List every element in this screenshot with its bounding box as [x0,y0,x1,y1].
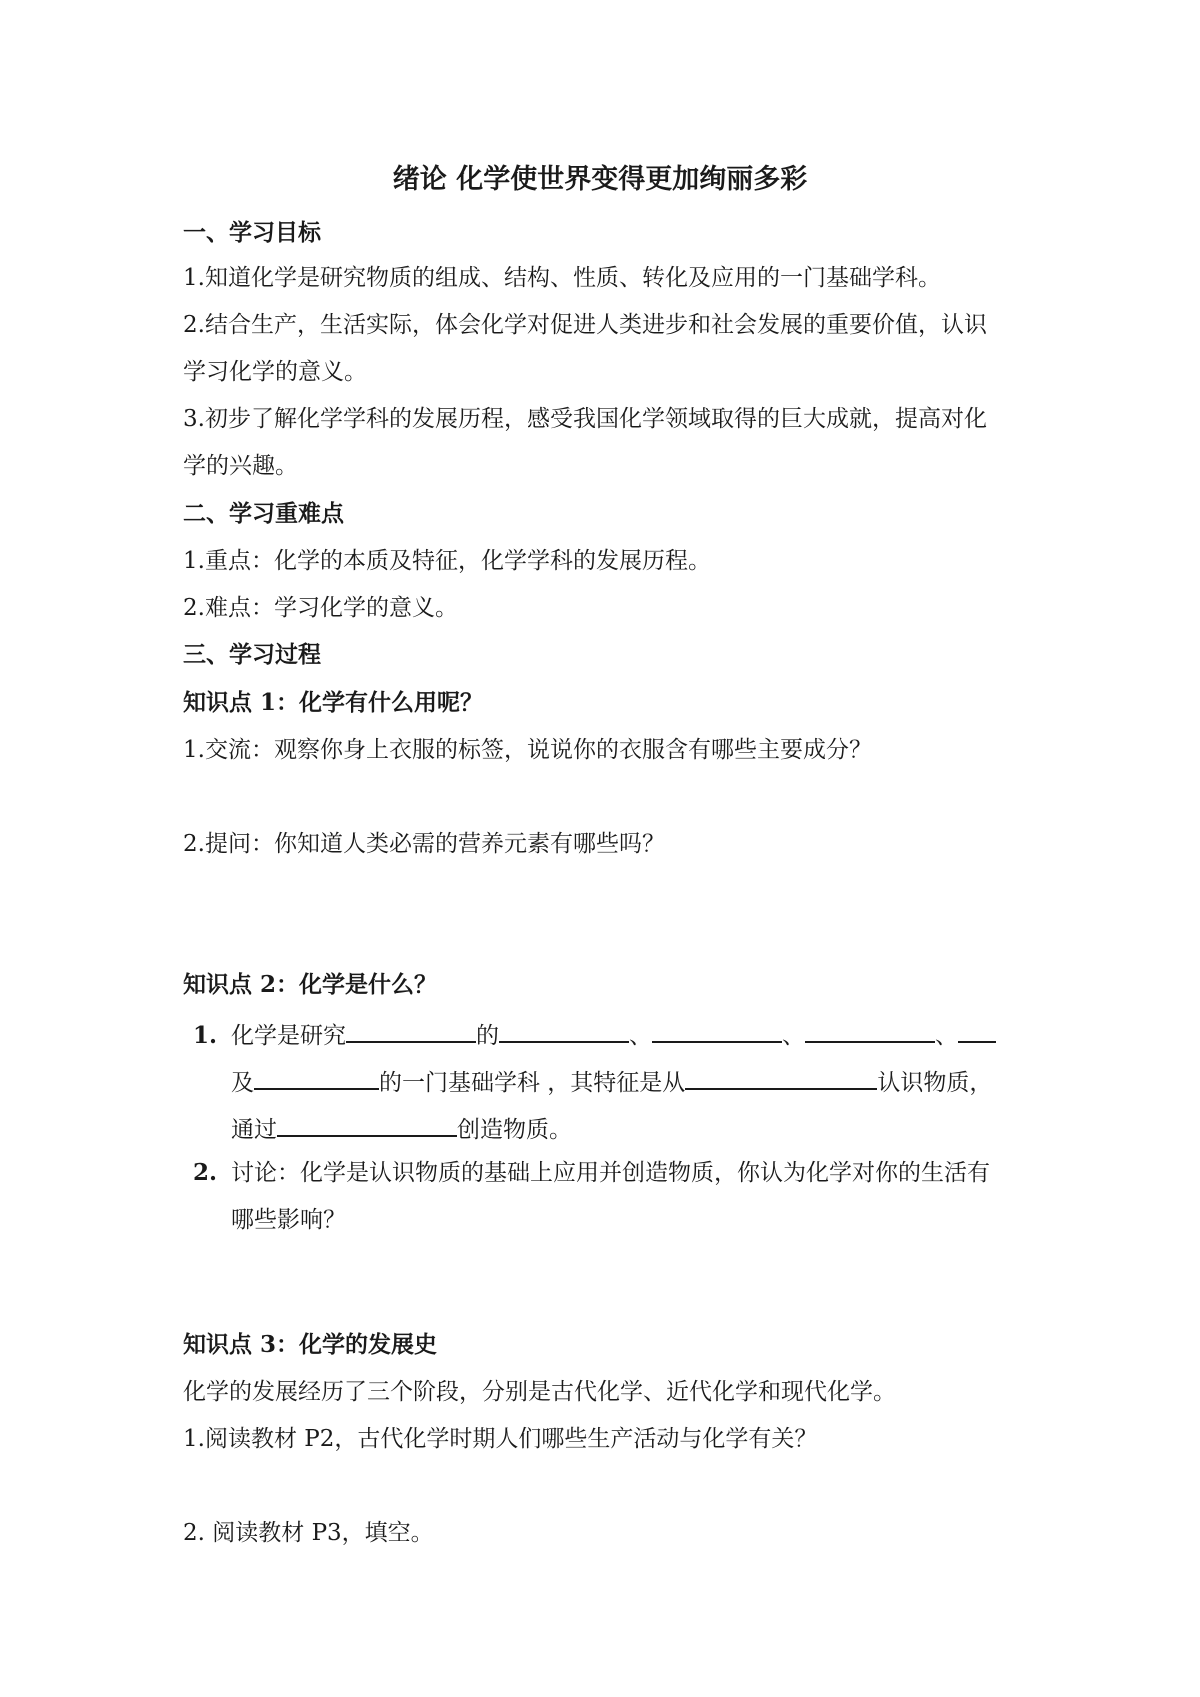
section-heading-process: 三、学习过程 [183,641,321,668]
kp3-question-1: 1.阅读教材 P2，古代化学时期人们哪些生产活动与化学有关？ [183,1426,818,1452]
fill-blank[interactable] [958,1017,996,1043]
goal-item-2: 2.结合生产，生活实际，体会化学对促进人类进步和社会发展的重要价值，认识 [183,312,987,338]
separator: 、 [629,1023,652,1049]
fill-blank[interactable] [652,1017,782,1043]
fill-blank[interactable] [499,1017,629,1043]
text-fragment: 创造物质。 [457,1117,572,1143]
knowledge-point-3-heading: 知识点 3：化学的发展史 [183,1331,438,1358]
goal-item-3: 3.初步了解化学学科的发展历程，感受我国化学领域取得的巨大成就，提高对化 [183,406,987,432]
fill-blank[interactable] [346,1017,476,1043]
kp3-question-2: 2. 阅读教材 P3，填空。 [183,1520,434,1546]
kp2-question-1-line-2 [231,1064,992,1098]
key-point-2: 2.难点：学习化学的意义。 [183,595,458,621]
text-fragment: 通过 [231,1117,277,1143]
fill-blank[interactable] [805,1017,935,1043]
text-fragment: 及 [231,1070,254,1096]
kp1-question-1: 1.交流：观察你身上衣服的标签，说说你的衣服含有哪些主要成分？ [183,737,872,763]
section-heading-goals: 一、学习目标 [183,219,321,246]
kp1-question-2: 2.提问：你知道人类必需的营养元素有哪些吗？ [183,831,665,857]
fill-blank[interactable] [685,1064,877,1090]
knowledge-point-1-heading: 知识点 1：化学有什么用呢？ [183,689,484,716]
text-fragment: 的一门基础学科 ，其特征是从 [379,1070,686,1096]
goal-item-3-cont: 学的兴趣。 [183,453,298,479]
goal-item-1: 1.知道化学是研究物质的组成、结构、性质、转化及应用的一门基础学科。 [183,265,941,291]
goal-item-2-cont: 学习化学的意义。 [183,359,367,385]
separator: 、 [935,1023,958,1049]
kp2-question-1-line-1 [183,1017,996,1051]
list-number: 1. [192,1022,217,1049]
fill-blank[interactable] [254,1064,379,1090]
text-fragment: 化学是研究 [231,1023,346,1049]
key-point-1: 1.重点：化学的本质及特征，化学学科的发展历程。 [183,548,711,574]
kp3-intro: 化学的发展经历了三个阶段，分别是古代化学、近代化学和现代化学。 [183,1379,896,1405]
kp2-question-1-line-3 [231,1111,572,1145]
kp2-question-2-line-1 [183,1158,990,1188]
text-fragment: 的 [476,1023,499,1049]
text-fragment: 讨论：化学是认识物质的基础上应用并创造物质，你认为化学对你的生活有 [231,1160,990,1186]
section-heading-key-points: 二、学习重难点 [183,500,344,527]
page-title: 绪论 化学使世界变得更加绚丽多彩 [392,164,808,195]
text-fragment: 认识物质， [877,1070,993,1096]
separator: 、 [782,1023,805,1049]
knowledge-point-2-heading: 知识点 2：化学是什么？ [183,971,438,998]
fill-blank[interactable] [277,1111,457,1137]
kp2-question-2-line-2: 哪些影响？ [231,1207,346,1233]
list-number: 2. [192,1159,217,1186]
